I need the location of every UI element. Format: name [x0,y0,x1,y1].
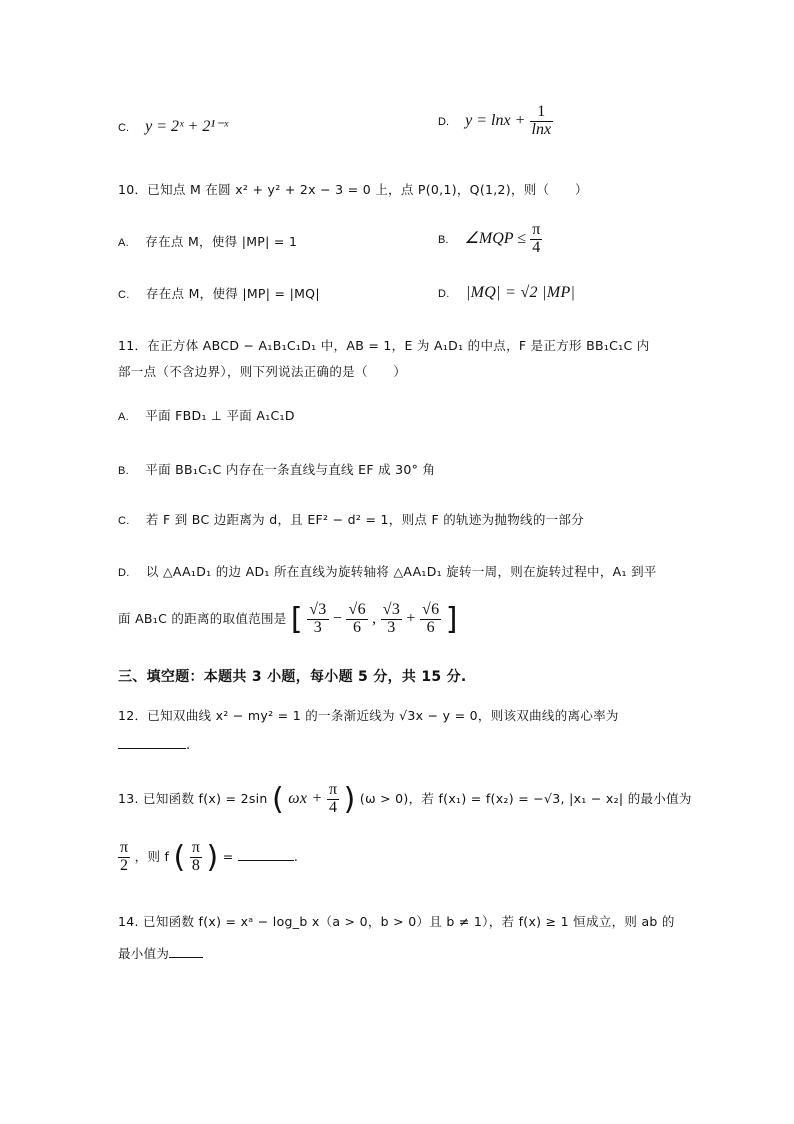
section-3-heading: 三、填空题：本题共 3 小题，每小题 5 分，共 15 分. [118,669,467,685]
q12-stem: 12．已知双曲线 x² − my² = 1 的一条渐近线为 √3x − y = 0，则该双曲线的离心率为 [118,708,619,723]
q11-option-c: C. 若 F 到 BC 边距离为 d，且 EF² − d² = 1，则点 F 的轨迹为抛物线的一部分 [118,512,585,527]
q11-option-d-line2-prefix: 面 AB₁C 的距离的取值范围是 [118,611,287,626]
q11-option-c-text: 若 F 到 BC 边距离为 d，且 EF² − d² = 1，则点 F 的轨迹为抛物线的一部分 [145,512,585,527]
q10-option-c-text: 存在点 M，使得 |MP| = |MQ| [145,286,320,301]
range-frac-d: $\frac{√6}{6}$ [422,601,440,636]
q9-option-c [118,116,228,136]
q9-option-c-expr: y = 2ˣ + 2¹⁻ˣ [145,118,229,135]
q14-answer-blank[interactable] [169,945,203,958]
q12-answer-blank[interactable] [118,734,186,749]
q10-option-b-fraction: $\frac{\pi}{4}$ [532,221,541,256]
q9-option-c-label: C. [118,122,129,134]
q9-option-d-fraction: $\frac{1}{\ln x}$ [531,103,552,138]
q13-answer-blank[interactable] [238,846,294,861]
q13-condition: (ω > 0)，若 f(x₁) = f(x₂) = −√3, |x₁ − x₂| 的最小值为 [359,791,692,806]
range-frac-b: $\frac{√6}{6}$ [348,601,366,636]
q13-line2: $\frac{\pi}{2}$ ，则 f ( $\frac{\pi}{8}$ ) = . [120,839,299,875]
q10-stem: 10．已知点 M 在圆 x² + y² + 2x − 3 = 0 上，点 P(0,1)，Q(1,2)，则（ ） [118,182,588,197]
range-frac-c: $\frac{√3}{3}$ [382,601,401,636]
q11-option-a: A. 平面 FBD₁ ⊥ 平面 A₁C₁D [118,408,295,423]
q11-option-b-text: 平面 BB₁C₁C 内存在一条直线与直线 EF 成 30° 角 [145,462,436,477]
q13-pi-over-4: $\frac{\pi}{4}$ [328,781,338,816]
q9-option-d-lhs: y = lnx + [465,111,526,129]
q9-option-d [438,104,553,139]
q13-pi-over-8: $\frac{\pi}{8}$ [191,839,201,874]
q10-option-d-text: |MQ| = √2 |MP| [465,284,576,301]
q11-option-d-line2: 面 AB₁C 的距离的取值范围是 [ $\frac{√3}{3}$ − $\frac{√6}{6}$ , $\frac{√3}{3}$ + $\frac{√6}{6}$ ] [118,601,458,637]
range-left-bracket: [ [290,602,303,637]
q10-option-d: D. |MQ| = √2 |MP| [438,284,576,301]
q9-option-d-label: D. [438,115,449,128]
range-frac-a: $\frac{√3}{3}$ [309,601,327,636]
q13-function: 13. 已知函数 f(x) = 2sin [118,791,268,806]
q12-answer-line: . [118,734,190,753]
q11-option-a-text: 平面 FBD₁ ⊥ 平面 A₁C₁D [145,408,295,423]
q13-pi-over-2: $\frac{\pi}{2}$ [120,839,129,874]
range-right-bracket: ] [445,602,458,637]
q10-option-a: A. 存在点 M，使得 |MP| = 1 [118,234,298,249]
q11-option-d-text: 以 △AA₁D₁ 的边 AD₁ 所在直线为旋转轴将 △AA₁D₁ 旋转一周，则在旋转过程中，A₁ 到平 [145,564,657,579]
q14-stem: 14. 已知函数 f(x) = xᵃ − log_b x（a > 0，b > 0）且 b ≠ 1），若 f(x) ≥ 1 恒成立，则 ab 的 [118,914,675,929]
q10-option-c: C. 存在点 M，使得 |MP| = |MQ| [118,286,320,301]
q11-option-d: D. 以 △AA₁D₁ 的边 AD₁ 所在直线为旋转轴将 △AA₁D₁ 旋转一周，则在旋转过程中，A₁ 到平 [118,564,657,579]
q11-option-b: B. 平面 BB₁C₁C 内存在一条直线与直线 EF 成 30° 角 [118,462,436,477]
q10-option-b: B. ∠MQP ≤ $\frac{\pi}{4}$ [438,221,541,256]
q11-stem-line2: 部一点（不含边界），则下列说法正确的是（ ） [118,364,407,379]
q10-option-a-text: 存在点 M，使得 |MP| = 1 [145,234,298,249]
q14-line2: 最小值为 [118,944,203,962]
q11-stem-line1: 11．在正方体 ABCD − A₁B₁C₁D₁ 中，AB = 1，E 为 A₁D₁ 的中点，F 是正方形 BB₁C₁C 内 [118,338,650,353]
q13-line1: 13. 已知函数 f(x) = 2sin ( ωx + $\frac{\pi}{4}$ ) (ω > 0)，若 f(x₁) = f(x₂) = −√3, |x₁ − x₂| 的最小值为 [118,781,692,817]
q10-option-b-lhs: ∠MQP ≤ [464,229,527,247]
